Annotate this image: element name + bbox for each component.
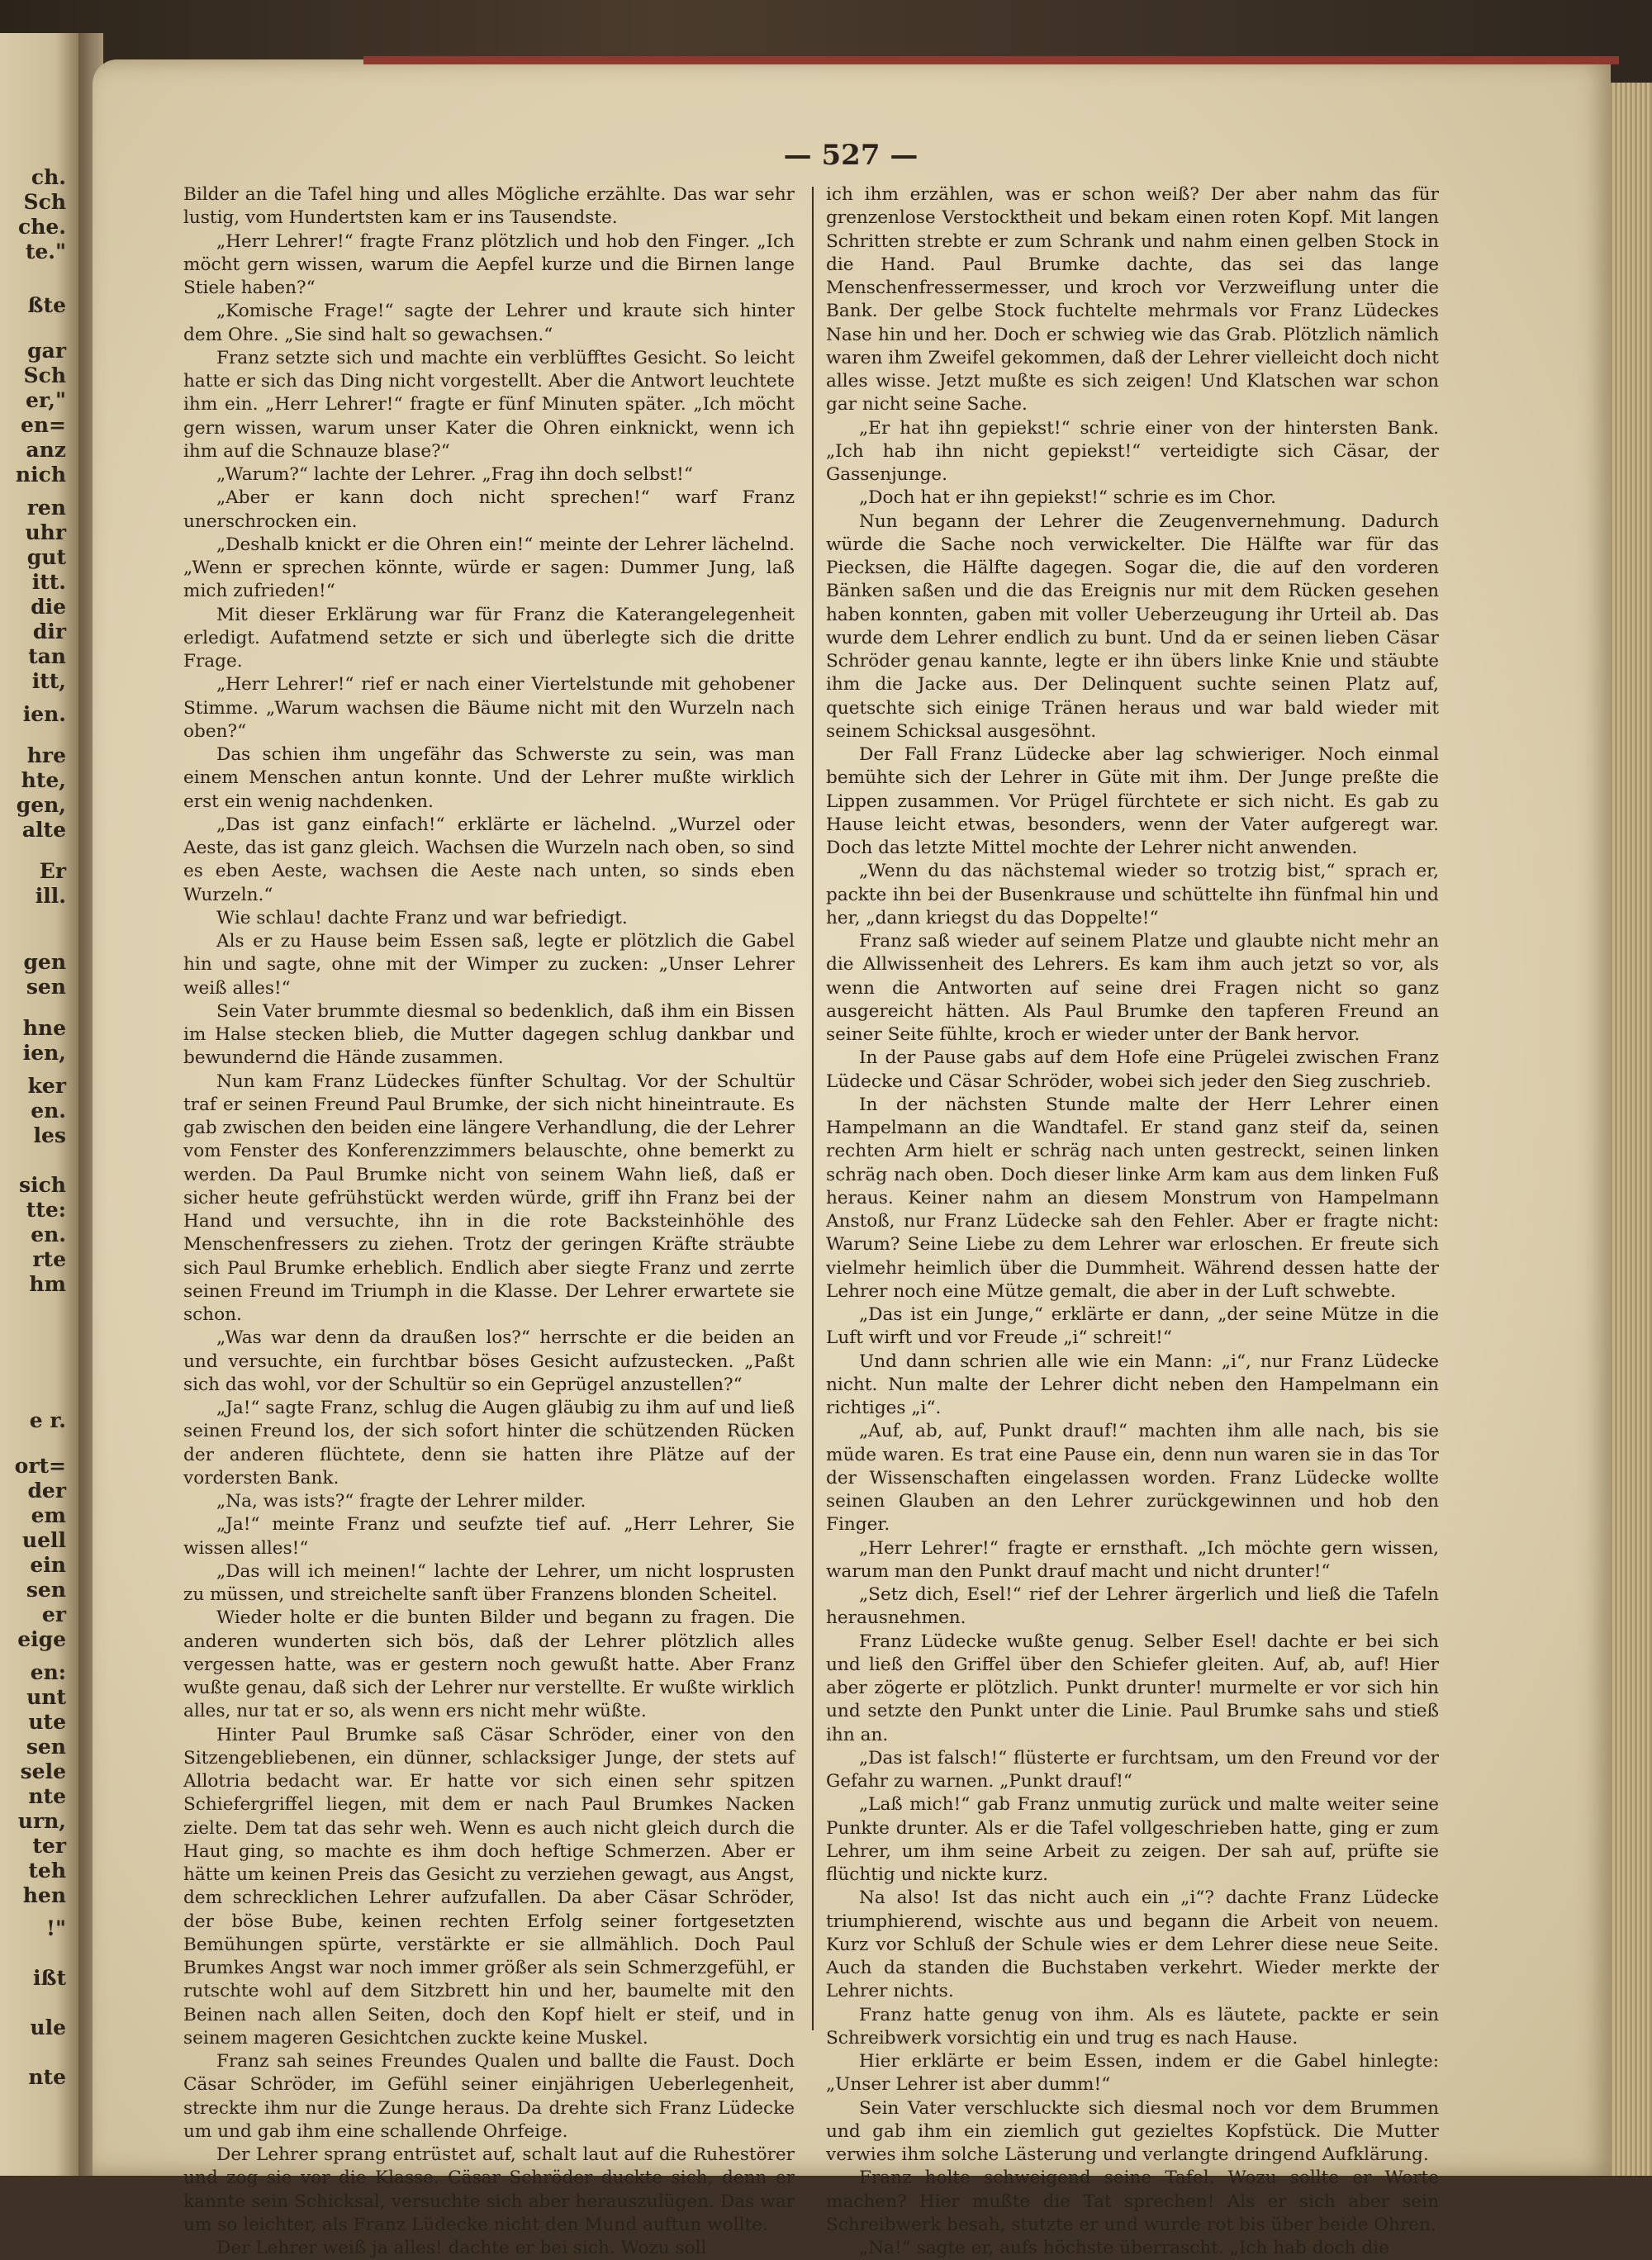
paragraph: Franz hatte genug von ihm. Als es läutete, packte er sein Schreibwerk vorsichtig ein und trug es nach Hause. (826, 2004, 1439, 2049)
paragraph: In der nächsten Stunde malte der Herr Lehrer einen Hampelmann an die Wandtafel. Er stand ganz steif da, seinen rechten Arm hielt er schräg nach unten gestreckt, seinen linken schräg nach oben. Doch dieser linke Arm kam aus dem linken Fuß heraus. Keiner nahm an diesem Monstrum von Hampelmann Anstoß, nur Franz Lüdecke sah den Fehler. Aber er fragte nicht: Warum? Seine Liebe zu dem Lehrer war erloschen. Er freute sich vielmehr heimlich über die Dummheit. Während dessen hatte der Lehrer noch eine Mütze gemalt, die aber in der Luft schwebte. (826, 1094, 1439, 1302)
facing-page-text-fragment: ien. (22, 702, 66, 726)
paragraph: Franz setzte sich und machte ein verblüfftes Gesicht. So leicht hatte er sich das Ding nicht vorgestellt. Aber die Antwort leuchtete ihm ein. „Herr Lehrer!“ fragte er fünf Minuten später. „Ich möcht gern wissen, warum unser Kater die Ohren einknickt, wenn ich ihm auf die Schnauze blase?“ (183, 347, 795, 462)
paragraph: Sein Vater brummte diesmal so bedenklich, daß ihm ein Bissen im Halse stecken blieb, die Mutter dagegen schlug dankbar und bewundernd die Hände zusammen. (183, 1000, 795, 1069)
paragraph: Franz sah seines Freundes Qualen und ballte die Faust. Doch Cäsar Schröder, im Gefühl seiner einjährigen Ueberlegenheit, streckte ihm nur die Zunge heraus. Da drehte sich Franz Lüdecke um und gab ihm eine schallende Ohrfeige. (183, 2051, 795, 2142)
paragraph: Das schien ihm ungefähr das Schwerste zu sein, was man einem Menschen antun konnte. Und der Lehrer mußte wirklich erst ein wenig nachdenken. (183, 744, 795, 812)
paragraph: „Na!“ sagte er, aufs höchste überrascht. „Ich hab doch die (859, 2238, 1389, 2258)
paragraph: Hinter Paul Brumke saß Cäsar Schröder, einer von den Sitzengebliebenen, ein dünner, schlacksiger Junge, der stets auf Allotria bedacht war. Er hatte vor sich einen sehr spitzen Schiefergriffel liegen, mit dem er nach Paul Brumkes Nacken zielte. Dem tat das sehr weh. Wenn es auch nicht gleich durch die Haut ging, so machte es ihm doch heftige Schmerzen. Aber er hätte um keinen Preis das Gesicht zu verziehen gewagt, aus Angst, dem schrecklichen Lehrer aufzufallen. Da aber Cäsar Schröder, der böse Bube, keinen rechten Erfolg seiner fortgesetzten Bemühungen spürte, verstärkte er sie allmählich. Doch Paul Brumkes Angst war noch immer größer als sein Schmerzgefühl, er rutschte wohl auf dem Sitzbrett hin und her, baumelte mit den Beinen nach allen Seiten, doch den Kopf hielt er steif, und in seinem mageren Gesichtchen zuckte keine Muskel. (183, 1724, 795, 2049)
paragraph: „Herr Lehrer!“ fragte er ernsthaft. „Ich möchte gern wissen, warum man den Punkt drauf macht und nicht drunter!“ (826, 1537, 1439, 1582)
paragraph: „Na, was ists?“ fragte der Lehrer milder. (216, 1491, 586, 1512)
paragraph: „Warum?“ lachte der Lehrer. „Frag ihn doch selbst!“ (216, 464, 693, 485)
paragraph: Nun begann der Lehrer die Zeugenvernehmung. Dadurch würde die Sache noch verwickelter. Die Hälfte war für das Piecksen, die Hälfte dagegen. Sogar die, die auf den vorderen Bänken saßen und die das Ereignis nur mit dem Rücken gesehen haben konnten, gaben mit voller Ueberzeugung ihr Urteil ab. Das wurde dem Lehrer endlich zu bunt. Und da er seinen lieben Cäsar Schröder genau kannte, legte er ihn übers linke Knie und stäubte ihm die Jacke aus. Der Delinquent suchte seinen Platz auf, quetschte sich einige Tränen heraus und war bald wieder mit seinem Schicksal ausgesöhnt. (826, 510, 1439, 742)
column-divider (812, 187, 814, 2030)
paragraph: Bilder an die Tafel hing und alles Mögliche erzählte. Das war sehr lustig, vom Hundertsten kam er ins Tausendste. (183, 184, 795, 229)
paragraph: Als er zu Hause beim Essen saß, legte er plötzlich die Gabel hin und sagte, ohne mit der Wimper zu zucken: „Unser Lehrer weiß alles!“ (183, 931, 795, 999)
facing-page-text-fragment: gen sen (23, 950, 66, 999)
paragraph: „Das ist falsch!“ flüsterte er furchtsam, um den Freund vor der Gefahr zu warnen. „Punkt drauf!“ (826, 1747, 1439, 1792)
paragraph: Franz Lüdecke wußte genug. Selber Esel! dachte er bei sich und ließ den Griffel über den Schiefer gleiten. Auf, ab, auf! Hier aber zögerte er plötzlich. Punkt drunter! murmelte er vor sich hin und setzte den Punkt unter die Linie. Paul Brumke sahs und stieß ihn an. (826, 1631, 1439, 1745)
paragraph: Und dann schrien alle wie ein Mann: „i“, nur Franz Lüdecke nicht. Nun malte der Lehrer dicht neben den Hampelmann ein richtiges „i“. (826, 1351, 1439, 1418)
facing-page-text-fragment: gar Sch er," en= anz nich (15, 339, 66, 487)
facing-page-text-fragment: sich tte: en. rte hm (19, 1173, 66, 1296)
text-column-left (183, 183, 795, 2258)
facing-page-text-fragment: ort= der em uell ein sen er eige (14, 1454, 66, 1651)
facing-page-text-fragment: ker en. les (27, 1074, 66, 1147)
facing-page-text-fragment: ißt (32, 1966, 66, 1990)
paragraph: „Setz dich, Esel!“ rief der Lehrer ärgerlich und ließ die Tafeln herausnehmen. (826, 1584, 1439, 1629)
paragraph: „Ja!“ meinte Franz und seufzte tief auf. „Herr Lehrer, Sie wissen alles!“ (183, 1514, 795, 1559)
paragraph: „Das ist ganz einfach!“ erklärte er lächelnd. „Wurzel oder Aeste, das ist ganz gleich. Wachsen die Wurzeln nach oben, so sind es eben Aeste, wachsen die Aeste nach unten, so sinds eben Wurzeln.“ (183, 814, 795, 905)
text-column-right (826, 183, 1439, 2258)
paragraph: „Auf, ab, auf, Punkt drauf!“ machten ihm alle nach, bis sie müde waren. Es trat eine Pause ein, denn nun waren sie in das Tor der Wissenschaften eingelassen worden. Franz Lüdecke wollte seinen Glauben an den Lehrer zurückgewinnen und hob den Finger. (826, 1421, 1439, 1536)
facing-page-text-fragment: ule (30, 2015, 66, 2039)
paragraph: „Laß mich!“ gab Franz unmutig zurück und malte weiter seine Punkte drunter. Als er die Tafel vollgeschrieben hatte, ging er zum Lehrer, um ihm seine Arbeit zu zeigen. Der sah auf, prüfte sie flüchtig und nickte kurz. (826, 1794, 1439, 1885)
page-number: — 527 — (783, 139, 919, 172)
paragraph: Der Lehrer weiß ja alles! dachte er bei sich. Wozu soll (216, 2238, 707, 2258)
paragraph: „Er hat ihn gepiekst!“ schrie einer von der hintersten Bank. „Ich hab ihn nicht gepiekst!“ verteidigte sich Cäsar, der Gassenjunge. (826, 417, 1439, 485)
facing-page-text-fragment: hne ien, (22, 1016, 66, 1065)
paragraph: Franz saß wieder auf seinem Platze und glaubte nicht mehr an die Allwissenheit des Lehrers. Es kam ihm auch jetzt so vor, als wenn die Antworten auf seine drei Fragen nicht so ganz ausgereicht hätten. Als Paul Brumke den tapferen Freund an seiner Seite fühlte, kroch er wieder unter der Bank hervor. (826, 931, 1439, 1045)
paragraph: In der Pause gabs auf dem Hofe eine Prügelei zwischen Franz Lüdecke und Cäsar Schröder, wobei sich jeder den Sieg zuschrieb. (826, 1047, 1439, 1092)
paragraph: „Ja!“ sagte Franz, schlug die Augen gläubig zu ihm auf und ließ seinen Freund los, der sich sofort hinter die schützenden Rücken der anderen flüchtete, denn sie hatten ihre Plätze auf der vordersten Bank. (183, 1398, 795, 1488)
paragraph: Franz holte schweigend seine Tafel. Wozu sollte er Worte machen? Hier mußte die Tat sprechen! Als er sich aber sein Schreibwerk besah, stutzte er und wurde rot bis über beide Ohren. (826, 2167, 1439, 2235)
paragraph: ich ihm erzählen, was er schon weiß? Der aber nahm das für grenzenlose Verstocktheit und bekam einen roten Kopf. Mit langen Schritten strebte er zum Schrank und nahm einen gelben Stock in die Hand. Paul Brumke dachte, das sei das lange Menschenfressermesser, und kroch vor Verzweiflung unter die Bank. Der gelbe Stock fuchtelte mehrmals vor Franz Lüdeckes Nase hin und her. Doch er schwieg wie das Grab. Plötzlich nämlich waren ihm Zweifel gekommen, daß der Lehrer vielleicht doch nicht alles wisse. Jetzt mußte es sich zeigen! Und Klatschen war schon gar nicht seine Sache. (826, 184, 1439, 415)
paragraph: Nun kam Franz Lüdeckes fünfter Schultag. Vor der Schultür traf er seinen Freund Paul Brumke, der sich nicht hineintraute. Es gab zwischen den beiden eine längere Verhandlung, die der Lehrer vom Fenster des Konferenzzimmers belauschte, ohne bemerkt zu werden. Da Paul Brumke nicht von seinem Wahn ließ, daß er sicher heute gefrühstückt werden würde, griff ihn Franz bei der Hand und versuchte, ihn in die rote Backsteinhöhle des Menschenfressers zu ziehen. Trotz der geringen Kräfte sträubte sich Paul Brumke erheblich. Endlich aber siegte Franz und zerrte seinen Freund im Triumph in die Klasse. Der Lehrer erwartete sie schon. (183, 1071, 795, 1325)
paragraph: Sein Vater verschluckte sich diesmal noch vor dem Brummen und gab ihm ein ziemlich gut gezieltes Kopfstück. Die Mutter verwies ihm solche Lästerung und verlangte dringend Aufklärung. (826, 2097, 1439, 2165)
paragraph: „Aber er kann doch nicht sprechen!“ warf Franz unerschrocken ein. (183, 487, 795, 532)
facing-page-text-fragment: !" (46, 1916, 66, 1940)
paragraph: Der Fall Franz Lüdecke aber lag schwieriger. Noch einmal bemühte sich der Lehrer in Güte mit ihm. Der Junge preßte die Lippen zusammen. Vor Prügel fürchtete er sich nicht. Es gab zu Hause leicht etwas, besonders, wenn der Vater aufgeregt war. Doch das letzte Mittel mochte der Lehrer nicht anwenden. (826, 744, 1439, 858)
facing-page-text-fragment: hre hte, gen, alte (16, 743, 66, 842)
facing-page-text-fragment: ßte (27, 293, 66, 317)
paragraph: „Komische Frage!“ sagte der Lehrer und kraute sich hinter dem Ohre. „Sie sind halt so gewachsen.“ (183, 301, 795, 345)
paragraph: „Doch hat er ihn gepiekst!“ schrie es im Chor. (859, 487, 1276, 509)
paragraph: „Herr Lehrer!“ fragte Franz plötzlich und hob den Finger. „Ich möcht gern wissen, warum die Aepfel kurze und die Birnen lange Stiele haben?“ (183, 230, 795, 298)
paragraph: Na also! Ist das nicht auch ein „i“? dachte Franz Lüdecke triumphierend, wischte aus und begann die Arbeit von neuem. Kurz vor Schluß der Schule wies er dem Lehrer diese neue Seite. Auch da standen die Buchstaben verkehrt. Wieder merkte der Lehrer nichts. (826, 1887, 1439, 2002)
paragraph: „Das will ich meinen!“ lachte der Lehrer, um nicht losprusten zu müssen, und streichelte sanft über Franzens blonden Scheitel. (183, 1560, 795, 1605)
paragraph: Wieder holte er die bunten Bilder und begann zu fragen. Die anderen wunderten sich bös, daß der Lehrer plötzlich alles vergessen hatte, was er gestern noch gewußt hatte. Aber Franz wußte genau, daß sich der Lehrer nur verstellte. Er wußte wirklich alles, nur tat er so, als wenn ers nicht mehr wüßte. (183, 1607, 795, 1722)
paragraph: Wie schlau! dachte Franz und war befriedigt. (216, 907, 628, 928)
facing-page-text-fragment: ren uhr gut itt. die dir tan itt, (25, 496, 66, 693)
facing-page-text-fragment: Er ill. (35, 859, 66, 908)
facing-page-text-fragment: nte (28, 2065, 66, 2089)
paragraph: „Das ist ein Junge,“ erklärte er dann, „der seine Mütze in die Luft wirft und vor Freude „i“ schreit!“ (826, 1304, 1439, 1349)
facing-page-text-fragment: en: unt ute sen sele nte urn, ter teh hen (17, 1660, 66, 1907)
paragraph: „Wenn du das nächstemal wieder so trotzig bist,“ sprach er, packte ihn bei der Busenkrause und schüttelte ihn fünfmal hin und her, „dann kriegst du das Doppelte!“ (826, 861, 1439, 928)
paragraph: Mit dieser Erklärung war für Franz die Katerangelegenheit erledigt. Aufatmend setzte er sich und überlegte sich die dritte Frage. (183, 604, 795, 672)
paragraph: Hier erklärte er beim Essen, indem er die Gabel hinlegte: „Unser Lehrer ist aber dumm!“ (826, 2051, 1439, 2096)
facing-page-text-fragment: ch. Sch che. te." (17, 165, 66, 264)
facing-page-text-fragment: e r. (29, 1408, 66, 1432)
binding-strip (363, 56, 1619, 64)
paragraph: „Was war denn da draußen los?“ herrschte er die beiden an und versuchte, ein furchtbar böses Gesicht aufzustecken. „Paßt sich das wohl, vor der Schultür so ein Geprügel anzustellen?“ (183, 1327, 795, 1395)
paragraph: „Herr Lehrer!“ rief er nach einer Viertelstunde mit gehobener Stimme. „Warum wachsen die Bäume nicht mit den Wurzeln nach oben?“ (183, 674, 795, 742)
paragraph: „Deshalb knickt er die Ohren ein!“ meinte der Lehrer lächelnd. „Wenn er sprechen könnte, würde er sagen: Dummer Jung, laß mich zufrieden!“ (183, 534, 795, 602)
paragraph: Der Lehrer sprang entrüstet auf, schalt laut auf die Ruhestörer und zog sie vor die Klasse. Cäsar Schröder duckte sich, denn er kannte sein Schicksal, versuchte sich aber herauszulügen. Das war um so leichter, als Franz Lüdecke nicht den Mund auftun wollte. (183, 2144, 795, 2235)
facing-page-edge (0, 33, 78, 2176)
